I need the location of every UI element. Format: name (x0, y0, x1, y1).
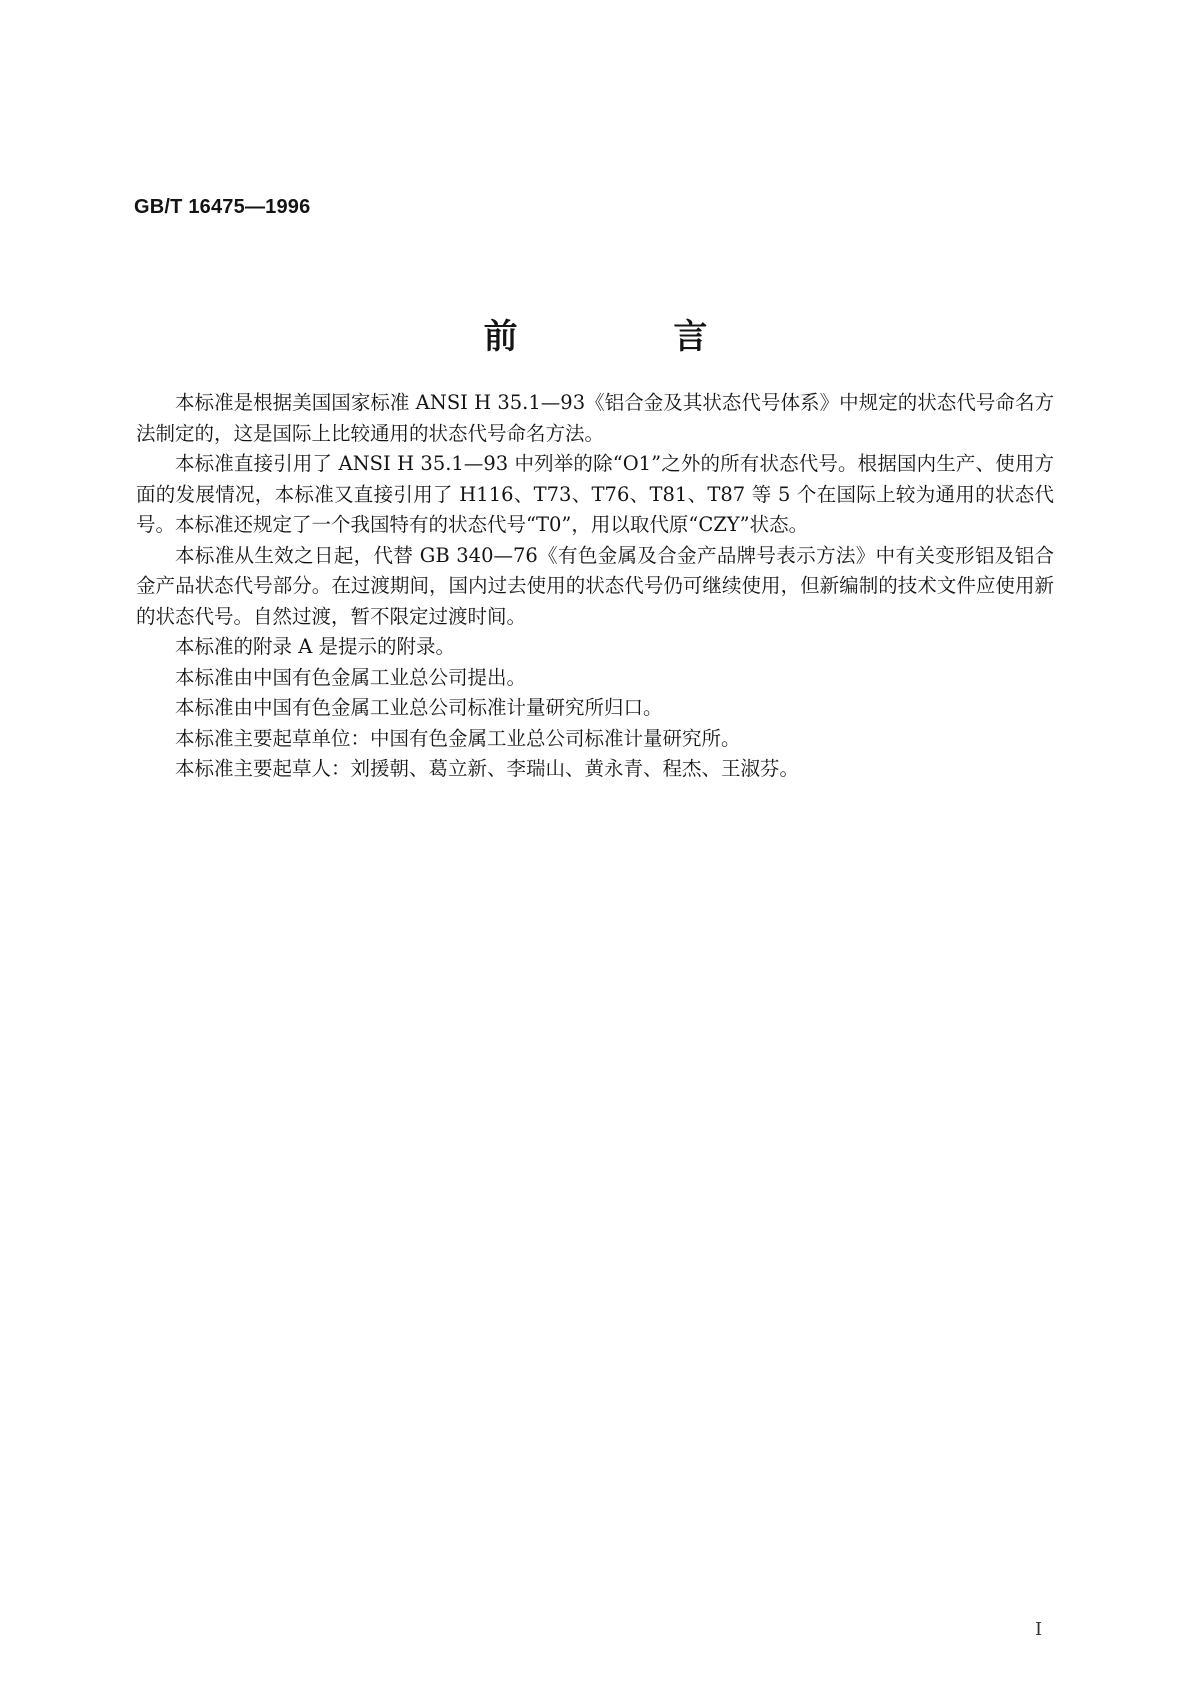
paragraph-citation: 本标准直接引用了 ANSI H 35.1—93 中列举的除“O1”之外的所有状态代号。根据国内生产、使用方面的发展情况，本标准又直接引用了 H116、T73、T76、T81、T87 等 5 个在国际上较为通用的状态代号。本标准还规定了一个我国特有的状态代号“T0”，用以取代原“CZY”状态。 (136, 452, 1055, 536)
foreword-body (136, 388, 1054, 785)
paragraph-drafting-unit: 本标准主要起草单位：中国有色金属工业总公司标准计量研究所。 (175, 726, 741, 750)
paragraph-appendix: 本标准的附录 A 是提示的附录。 (175, 635, 455, 658)
page-title: 前 言 (483, 317, 780, 357)
standard-code: GB/T 16475—1996 (134, 196, 311, 218)
paragraph-proposer: 本标准由中国有色金属工业总公司提出。 (175, 665, 527, 689)
paragraph-basis: 本标准是根据美国国家标准 ANSI H 35.1—93《铝合金及其状态代号体系》中规定的状态代号命名方法制定的，这是国际上比较通用的状态代号命名方法。 (136, 391, 1054, 445)
paragraph-replacement: 本标准从生效之日起，代替 GB 340—76《有色金属及合金产品牌号表示方法》中有关变形铝及铝合金产品状态代号部分。在过渡期间，国内过去使用的状态代号仍可继续使用，但新编制的技术文件应使用新的状态代号。自然过渡，暂不限定过渡时间。 (136, 543, 1054, 628)
page-number: I (1035, 1619, 1043, 1640)
paragraph-drafters: 本标准主要起草人：刘援朝、葛立新、李瑞山、黄永青、程杰、王淑芬。 (175, 757, 800, 780)
paragraph-administrator: 本标准由中国有色金属工业总公司标准计量研究所归口。 (175, 696, 663, 719)
